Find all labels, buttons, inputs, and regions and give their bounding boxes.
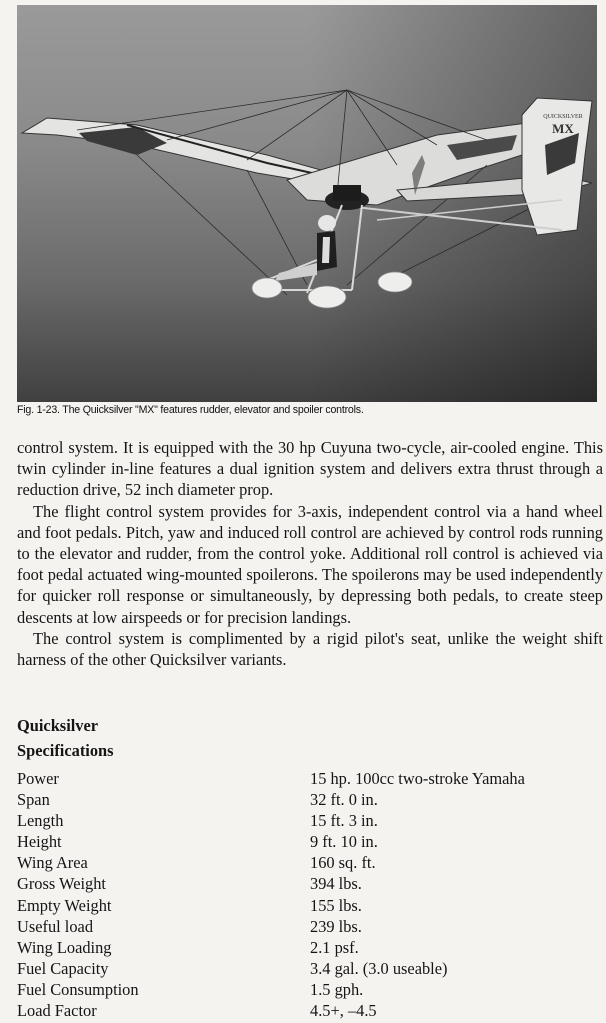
spec-row <box>17 768 597 789</box>
spec-row <box>17 873 597 894</box>
spec-label: Height <box>17 832 62 852</box>
tail-logo-bottom: MX <box>552 121 574 136</box>
spec-value: 9 ft. 10 in. <box>310 832 378 852</box>
paragraph: The control system is complimented by a rigid pilot's seat, unlike the weight shift harness of the other Quicksilver variants. <box>17 628 603 670</box>
spec-row <box>17 895 597 916</box>
spec-value: 155 lbs. <box>310 895 362 915</box>
spec-row <box>17 789 597 810</box>
spec-label: Length <box>17 811 64 831</box>
spec-row <box>17 958 597 979</box>
specs-title: Quicksilver <box>17 716 99 735</box>
spec-label: Fuel Consumption <box>17 979 139 999</box>
aircraft-photo-illustration <box>17 5 597 402</box>
spec-row <box>17 1000 597 1021</box>
spec-value: 239 lbs. <box>310 916 362 936</box>
spec-value: 15 ft. 3 in. <box>310 811 378 831</box>
aircraft-photo <box>17 5 597 402</box>
spec-label: Wing Loading <box>17 937 112 957</box>
spec-value: 2.1 psf. <box>310 937 359 957</box>
spec-label: Load Factor <box>17 1001 97 1021</box>
spec-label: Useful load <box>17 916 94 936</box>
body-text <box>17 437 603 670</box>
spec-row <box>17 831 597 852</box>
spec-value: 1.5 gph. <box>310 979 364 999</box>
spec-value: 32 ft. 0 in. <box>310 790 378 810</box>
spec-value: 3.4 gal. (3.0 useable) <box>310 958 448 978</box>
paragraph: The flight control system provides for 3-axis, independent control via a hand wheel and foot pedals. Pitch, yaw and induced roll control are achieved by control rods running to the elevator and rudder, from the control yoke. Additional roll control is achieved via foot pedal actuated wing-mounted spoilerons. The spoilerons may be used independently for quicker roll response or simultaneously, by depressing both pedals, to create steep descents at low airspeeds or for precision landings. <box>17 501 603 627</box>
spec-value: 394 lbs. <box>310 874 362 894</box>
spec-label: Gross Weight <box>17 874 106 894</box>
spec-value: 160 sq. ft. <box>310 853 376 873</box>
spec-label: Wing Area <box>17 853 88 873</box>
spec-row <box>17 916 597 937</box>
specs-table <box>17 768 597 1021</box>
spec-label: Fuel Capacity <box>17 958 109 978</box>
spec-row <box>17 852 597 873</box>
spec-label: Span <box>17 790 50 810</box>
specs-subtitle: Specifications <box>17 741 114 760</box>
spec-value: 15 hp. 100cc two-stroke Yamaha <box>310 769 525 788</box>
tail-logo-top: QUICKSILVER <box>543 114 583 120</box>
spec-value: 4.5+, –4.5 <box>310 1001 377 1021</box>
paragraph: control system. It is equipped with the 30 hp Cuyuna two-cycle, air-cooled engine. This twin cylinder in-line features a dual ignition system and delivers extra thrust through a reduction drive, 52 inch diameter prop. <box>17 438 603 500</box>
spec-label: Empty Weight <box>17 895 112 915</box>
spec-row <box>17 937 597 958</box>
figure-caption: Fig. 1-23. The Quicksilver "MX" features rudder, elevator and spoiler controls. <box>17 404 364 416</box>
spec-label: Power <box>17 769 59 788</box>
spec-row <box>17 979 597 1000</box>
spec-row <box>17 810 597 831</box>
